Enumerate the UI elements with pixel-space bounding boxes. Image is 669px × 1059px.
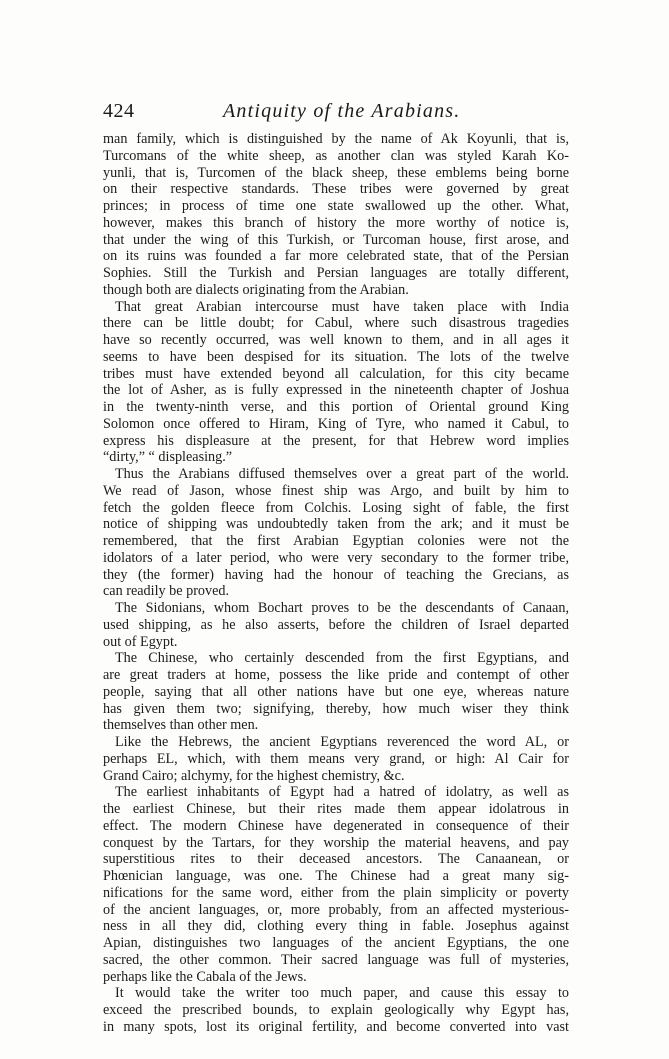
text-line: ness in all they did, clothing every thing in fable. Josephus against xyxy=(103,918,569,935)
text-line: It would take the writer too much paper, and cause this essay to xyxy=(115,985,569,1002)
text-line: tribes must have extended beyond all calculation, for this city became xyxy=(103,365,569,382)
text-line: the lot of Asher, as is fully expressed in the nineteenth chapter of Joshua xyxy=(103,382,569,399)
body-text xyxy=(103,131,569,1036)
text-line: are great traders at home, possess the like pride and contempt of other xyxy=(103,667,569,683)
text-line: that under the wing of this Turkish, or Turcoman house, first arose, and xyxy=(103,231,569,248)
text-line: notice of shipping was undoubtedly taken from the ark; and it must be xyxy=(103,516,569,533)
text-line: man family, which is distinguished by the name of Ak Koyunli, that is, xyxy=(103,131,569,147)
text-line: Sophies. Still the Turkish and Persian languages are totally different, xyxy=(103,265,569,281)
text-line: in many spots, lost its original fertility, and become converted into vast xyxy=(103,1018,569,1035)
text-line: exceed the prescribed bounds, to explain geologically why Egypt has, xyxy=(103,1002,569,1018)
text-line: sacred, the other common. Their sacred language was full of mysteries, xyxy=(103,951,569,968)
text-line: We read of Jason, whose finest ship was Argo, and built by him to xyxy=(103,482,569,499)
text-line: conquest by the Tartars, for they worship the material heavens, and pay xyxy=(103,834,569,851)
page-number: 424 xyxy=(103,100,135,122)
text-line: seems to have been despised for its situation. The lots of the twelve xyxy=(103,348,569,365)
text-line: Like the Hebrews, the ancient Egyptians reverenced the word AL, or xyxy=(115,734,569,750)
text-line: yunli, that is, Turcomen of the black sheep, these emblems being borne xyxy=(103,164,569,181)
text-line: has given them two; signifying, thereby, how much wiser they think xyxy=(103,700,569,717)
text-line: they (the former) having had the honour of teaching the Grecians, as xyxy=(103,566,569,583)
text-line: Phœnician language, was one. The Chinese had a great many sig- xyxy=(103,868,569,884)
text-line: Grand Cairo; alchymy, for the highest chemistry, &c. xyxy=(103,767,405,784)
text-line: effect. The modern Chinese have degenerated in consequence of their xyxy=(103,817,569,834)
text-line: Apian, distinguishes two languages of the ancient Egyptians, the one xyxy=(103,935,569,951)
text-line: The Chinese, who certainly descended from the first Egyptians, and xyxy=(115,650,569,667)
text-line: used shipping, as he also asserts, before the children of Israel departed xyxy=(103,616,569,633)
text-line: idolators of a later period, who were very secondary to the former tribe, xyxy=(103,549,569,566)
text-line: people, saying that all other nations have but one eye, whereas nature xyxy=(103,683,569,700)
text-line: have so recently occurred, was well known to them, and in all ages it xyxy=(103,332,569,348)
text-line: express his displeasure at the present, for that Hebrew word implies xyxy=(103,432,569,449)
page-header xyxy=(103,100,569,126)
text-line: perhaps like the Cabala of the Jews. xyxy=(103,968,307,985)
text-line: remembered, that the first Arabian Egyptian colonies were not the xyxy=(103,533,569,549)
text-line: there can be little doubt; for Cabul, where such disastrous tragedies xyxy=(103,315,569,332)
text-line: The earliest inhabitants of Egypt had a hatred of idolatry, as well as xyxy=(115,784,569,801)
text-line: however, makes this branch of history the more worthy of notice is, xyxy=(103,214,569,231)
text-line: on their respective standards. These tribes were governed by great xyxy=(103,181,569,198)
text-line: in the twenty-ninth verse, and this portion of Oriental ground King xyxy=(103,399,569,415)
text-line: can readily be proved. xyxy=(103,583,230,600)
text-line: “dirty,” “ displeasing.” xyxy=(103,449,233,466)
running-head: Antiquity of the Arabians. xyxy=(223,100,461,122)
text-line: on its ruins was founded a far more celebrated state, that of the Persian xyxy=(103,248,569,265)
text-line: superstitious rites to their deceased ancestors. The Canaanean, or xyxy=(103,851,569,868)
text-line: the earliest Chinese, but their rites made them appear idolatrous in xyxy=(103,801,569,817)
text-line: out of Egypt. xyxy=(103,633,178,650)
text-line: That great Arabian intercourse must have taken place with India xyxy=(115,298,569,315)
text-line: themselves than other men. xyxy=(103,717,259,734)
text-line: though both are dialects originating from the Arabian. xyxy=(103,281,409,298)
text-line: princes; in process of time one state swallowed up the other. What, xyxy=(103,198,569,214)
text-line: Solomon once offered to Hiram, King of Tyre, who named it Cabul, to xyxy=(103,415,569,432)
text-line: perhaps EL, which, with them means very grand, or high: Al Cair for xyxy=(103,750,569,767)
text-line: The Sidonians, whom Bochart proves to be the descendants of Canaan, xyxy=(115,600,569,616)
text-line: nifications for the same word, either from the plain simplicity or poverty xyxy=(103,884,569,901)
text-line: Turcomans of the white sheep, as another clan was styled Karah Ko- xyxy=(103,147,569,164)
text-line: fetch the golden fleece from Colchis. Losing sight of fable, the first xyxy=(103,499,569,516)
text-line: Thus the Arabians diffused themselves over a great part of the world. xyxy=(115,466,569,482)
text-line: of the ancient languages, or, more probably, from an affected mysterious- xyxy=(103,901,569,918)
